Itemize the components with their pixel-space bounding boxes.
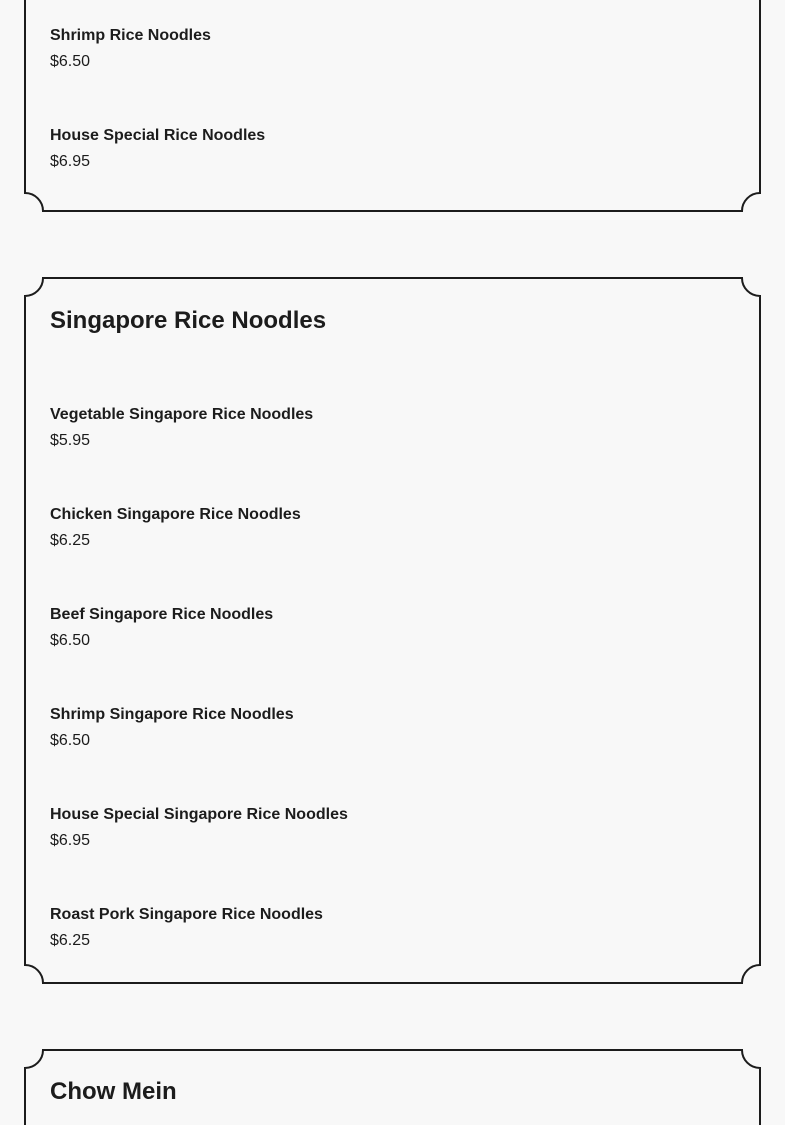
- menu-item-price: $6.25: [50, 532, 91, 549]
- menu-item[interactable]: [50, 26, 761, 72]
- menu-item[interactable]: [50, 405, 761, 451]
- menu-item[interactable]: [50, 605, 761, 651]
- menu-item[interactable]: [50, 805, 761, 851]
- menu-section-card: [24, 1049, 761, 1125]
- menu-item-name: Chicken Singapore Rice Noodles: [50, 506, 301, 523]
- menu-item-price: $6.50: [50, 632, 91, 649]
- menu-item[interactable]: [50, 126, 761, 172]
- menu-item-price: $6.95: [50, 832, 91, 849]
- section-title: Chow Mein: [50, 1078, 177, 1105]
- menu-item-price: $5.95: [50, 432, 91, 449]
- menu-item-name: Vegetable Singapore Rice Noodles: [50, 406, 314, 423]
- menu-item-price: $6.50: [50, 53, 91, 70]
- menu-item-name: Shrimp Rice Noodles: [50, 27, 211, 44]
- menu-item-name: Roast Pork Singapore Rice Noodles: [50, 906, 323, 923]
- menu-section-card: [24, 0, 761, 213]
- menu-item-price: $6.25: [50, 932, 91, 949]
- menu-items-list: [50, 405, 761, 951]
- menu-item-name: Beef Singapore Rice Noodles: [50, 606, 274, 623]
- menu-item-price: $6.95: [50, 153, 91, 170]
- menu-item[interactable]: [50, 905, 761, 951]
- menu-item-name: House Special Singapore Rice Noodles: [50, 806, 348, 823]
- menu-item-price: $6.50: [50, 732, 91, 749]
- section-title: Singapore Rice Noodles: [50, 307, 327, 334]
- menu-item-name: Shrimp Singapore Rice Noodles: [50, 706, 294, 723]
- menu-items-list: [50, 26, 761, 172]
- menu-item[interactable]: [50, 705, 761, 751]
- menu-item-name: House Special Rice Noodles: [50, 127, 266, 144]
- menu-section-card: [24, 277, 761, 985]
- menu-item[interactable]: [50, 505, 761, 551]
